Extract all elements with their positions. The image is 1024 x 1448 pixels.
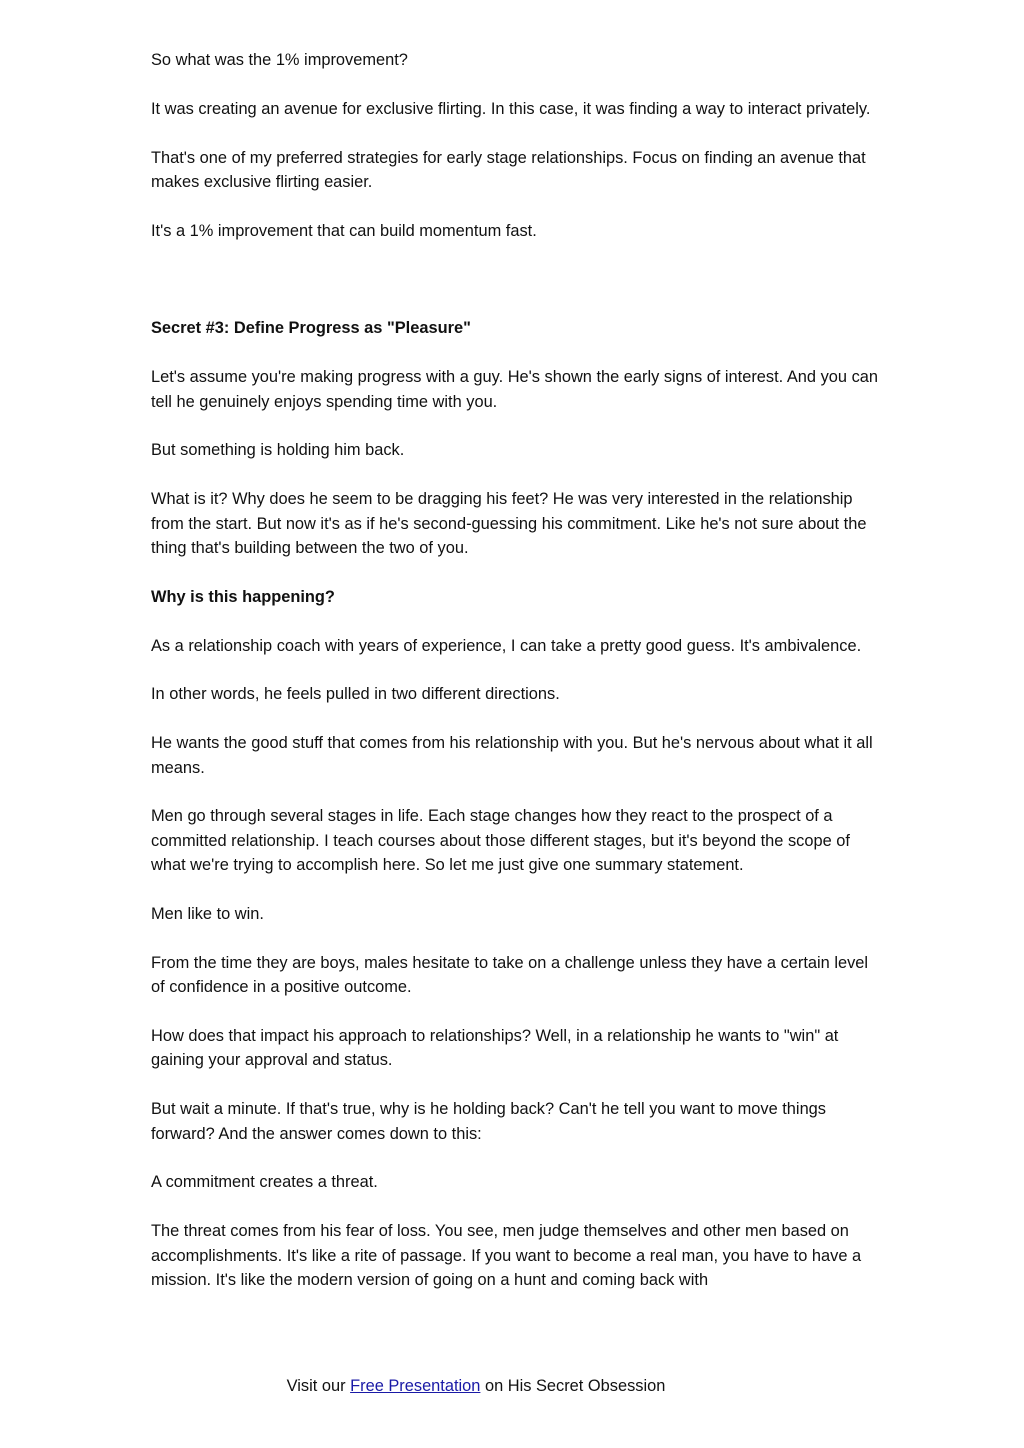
paragraph: That's one of my preferred strategies for early stage relationships. Focus on finding an avenue that makes exclusive flirting easier.	[151, 148, 866, 191]
paragraph: As a relationship coach with years of experience, I can take a pretty good guess. It's ambivalence.	[151, 636, 862, 655]
paragraph: In other words, he feels pulled in two different directions.	[151, 685, 560, 704]
footer-prefix: Visit our	[286, 1377, 351, 1395]
footer	[0, 1374, 952, 1398]
paragraph: A commitment creates a threat.	[151, 1173, 378, 1192]
paragraph: Let's assume you're making progress with a guy. He's shown the early signs of interest. And you can tell he genuinely enjoys spending time with you.	[151, 368, 878, 411]
paragraph: Men go through several stages in life. Each stage changes how they react to the prospect of a committed relationship. I teach courses about those different stages, but it's beyond the scope of what we're trying to accomplish here. So let me just give one summary statement.	[151, 807, 850, 875]
footer-suffix: on His Secret Obsession	[480, 1377, 666, 1395]
section-gap	[151, 268, 881, 317]
paragraph: So what was the 1% improvement?	[151, 51, 408, 69]
paragraph: How does that impact his approach to relationships? Well, in a relationship he wants to "win" at gaining your approval and status.	[151, 1027, 839, 1070]
document-body	[151, 48, 881, 1317]
free-presentation-link[interactable]: Free Presentation	[350, 1377, 481, 1395]
section-heading: Secret #3: Define Progress as "Pleasure"	[151, 319, 471, 338]
paragraph: But wait a minute. If that's true, why is he holding back? Can't he tell you want to move things forward? And the answer comes down to this:	[151, 1100, 826, 1143]
paragraph: It's a 1% improvement that can build momentum fast.	[151, 221, 537, 240]
section-heading: Why is this happening?	[151, 587, 335, 606]
paragraph: What is it? Why does he seem to be dragging his feet? He was very interested in the relationship from the start. But now it's as if he's second-guessing his commitment. Like he's not sure about the thing that's building between the two of you.	[151, 490, 867, 557]
paragraph: From the time they are boys, males hesitate to take on a challenge unless they have a certain level of confidence in a positive outcome.	[151, 953, 869, 997]
paragraph: Men like to win.	[151, 905, 264, 923]
paragraph: It was creating an avenue for exclusive flirting. In this case, it was finding a way to interact privately.	[151, 99, 871, 118]
paragraph: The threat comes from his fear of loss. You see, men judge themselves and other men based on accomplishments. It's like a rite of passage. If you want to become a real man, you have to have a mission. It's like the modern version of going on a hunt and coming back with	[151, 1222, 862, 1290]
paragraph: But something is holding him back.	[151, 441, 405, 460]
paragraph: He wants the good stuff that comes from his relationship with you. But he's nervous about what it all means.	[151, 734, 873, 777]
